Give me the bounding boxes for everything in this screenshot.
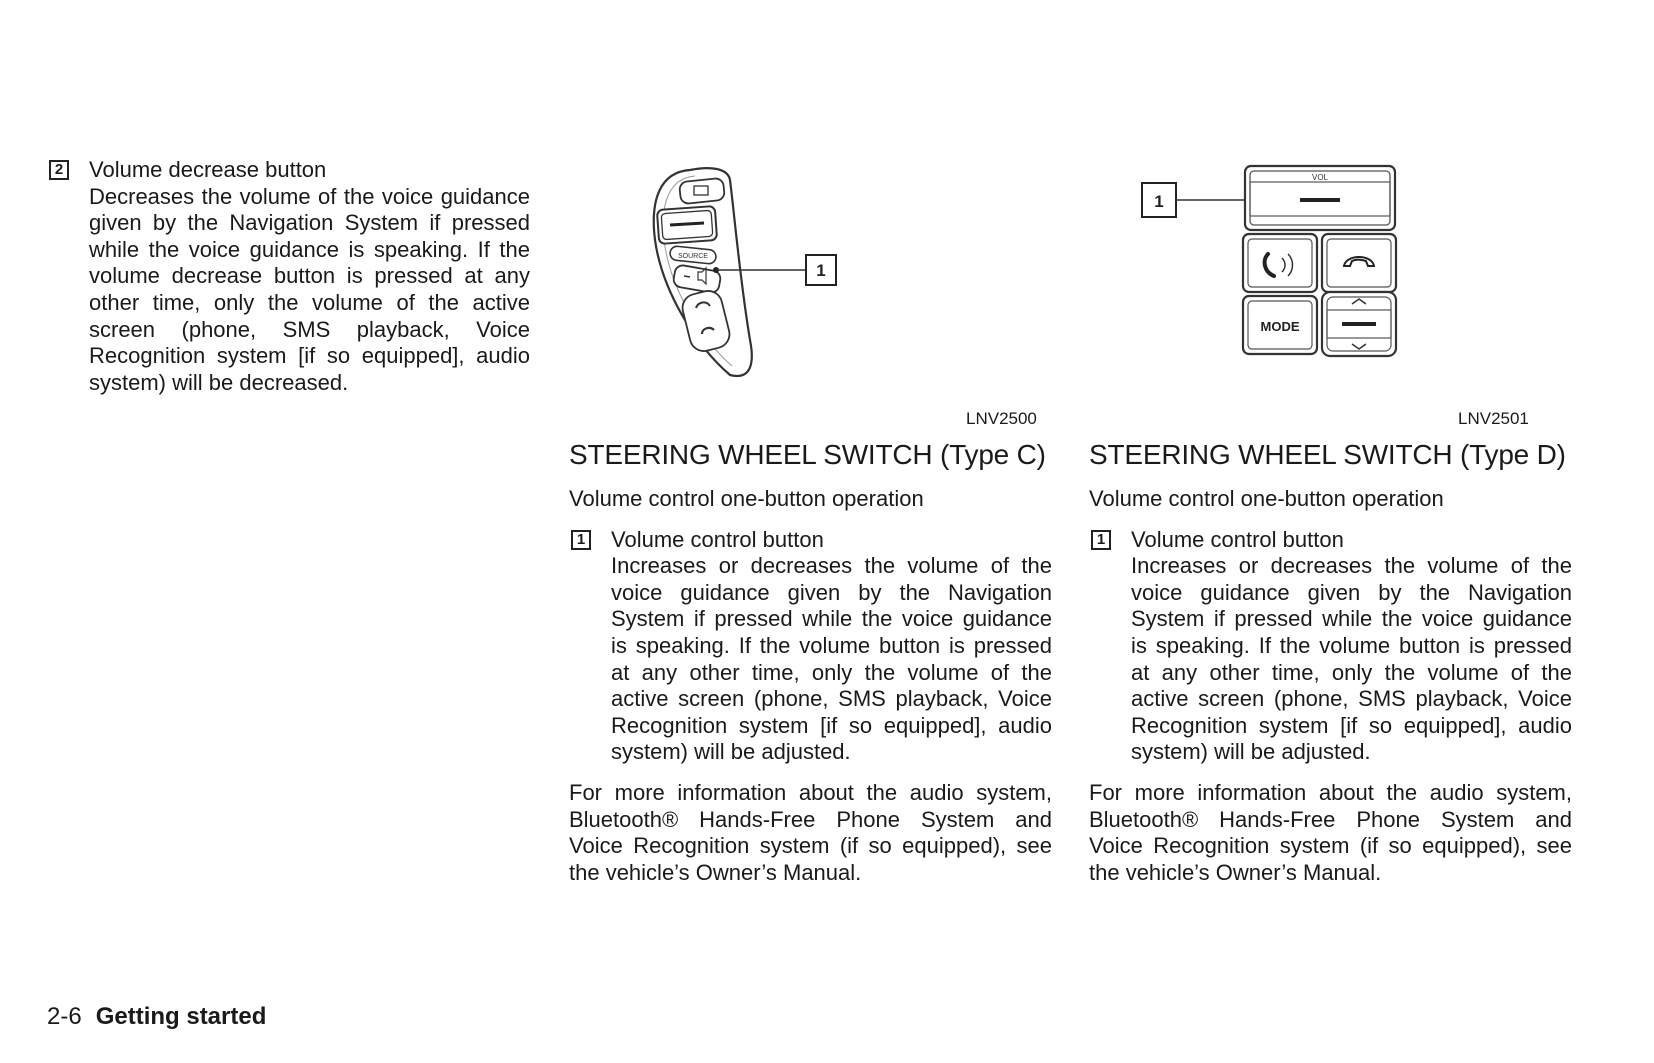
item-number-badge: 1 — [1091, 530, 1111, 550]
callout-number: 1 — [816, 261, 826, 280]
item-title: Volume decrease button — [89, 157, 327, 182]
figure-code-type-c: LNV2500 — [966, 409, 1037, 428]
type-d-heading: STEERING WHEEL SWITCH (Type D) — [1089, 439, 1566, 470]
volume-decrease-item — [47, 157, 530, 396]
item-title: Volume control button — [1131, 526, 1344, 552]
item-number-badge: 1 — [571, 530, 591, 550]
page-footer — [47, 1002, 266, 1032]
type-c-volume-control-item — [569, 527, 1052, 766]
item-number-badge: 2 — [49, 160, 69, 180]
type-d-intro: Volume control one-button operation — [1089, 486, 1444, 511]
steering-switch-type-c-figure — [640, 160, 900, 380]
vol-label: VOL — [1311, 173, 1329, 182]
type-c-more-info: For more information about the audio system, Bluetooth® Hands-Free Phone System and Voice Recognition system (if so equipped), see the vehicle’s Owner’s Manual. — [569, 779, 1052, 885]
item-description: Increases or decreases the volume of the voice guidance given by the Navigation System if pressed while the voice guidance is speaking. If the volume button is pressed at any other time, only the volume of the active screen (phone, SMS playback, Voice Recognition system [if so equipped], audio system) will be adjusted. — [1131, 553, 1572, 765]
section-title: Getting started — [95, 1003, 267, 1030]
type-c-heading: STEERING WHEEL SWITCH (Type C) — [569, 439, 1046, 470]
type-d-column — [1089, 438, 1572, 886]
steering-switch-type-d-figure — [1140, 162, 1410, 382]
item-description: Increases or decreases the volume of the voice guidance given by the Navigation System if pressed while the voice guidance is speaking. If the volume button is pressed at any other time, only the volume of the active screen (phone, SMS playback, Voice Recognition system [if so equipped], audio system) will be adjusted. — [611, 553, 1052, 765]
page-number: 2-6 — [47, 1003, 82, 1030]
source-button-label: SOURCE — [678, 253, 708, 260]
steering-switch-type-c-illustration — [640, 160, 900, 380]
type-c-column — [569, 438, 1052, 886]
type-d-more-info: For more information about the audio system, Bluetooth® Hands-Free Phone System and Voice Recognition system (if so equipped), see the vehicle’s Owner’s Manual. — [1089, 779, 1572, 885]
steering-switch-type-d-illustration — [1140, 162, 1410, 382]
figure-code-type-d: LNV2501 — [1458, 409, 1529, 428]
type-c-intro: Volume control one-button operation — [569, 486, 924, 511]
mode-label: MODE — [1260, 319, 1300, 334]
item-title: Volume control button — [611, 526, 824, 552]
type-d-volume-control-item — [1089, 527, 1572, 766]
left-column — [47, 157, 530, 396]
item-description: Decreases the volume of the voice guidance given by the Navigation System if pressed while the voice guidance is speaking. If the volume decrease button is pressed at any other time, only the volume of the active screen (phone, SMS playback, Voice Recognition system [if so equipped], audio system) will be decreased. — [89, 183, 530, 395]
callout-number: 1 — [1154, 192, 1164, 211]
